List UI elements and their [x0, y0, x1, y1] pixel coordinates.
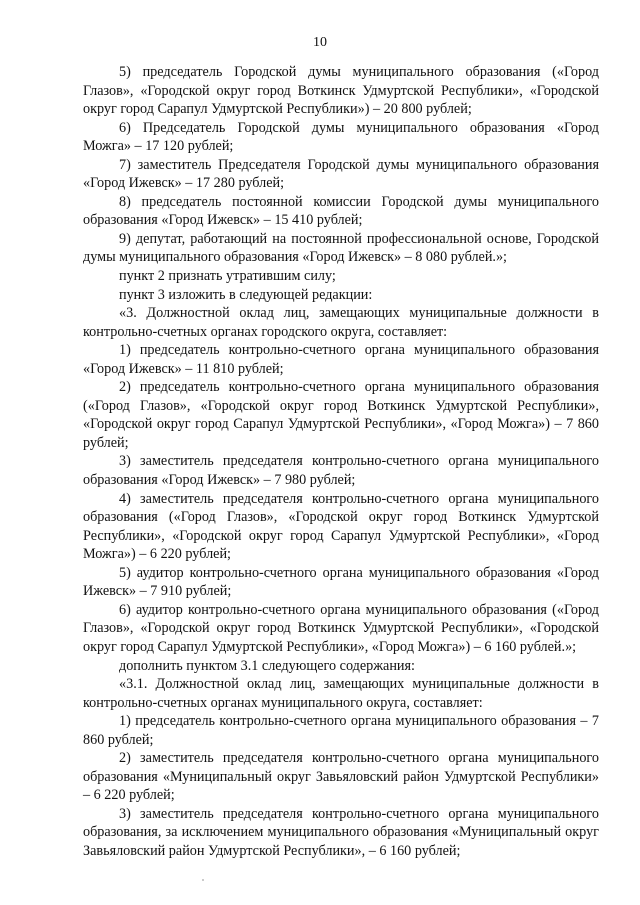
paragraph-p3-item-3: 3) заместитель председателя контрольно-счетного органа муниципального образования «Город Ижевск» – 7 980 рублей; — [83, 453, 599, 489]
paragraph-p31-item-1: 1) председатель контрольно-счетного органа муниципального образования – 7 860 рублей; — [83, 713, 599, 748]
paragraph-p3-item-2: 2) председатель контрольно-счетного органа муниципального образования («Город Глазов», «Городской округ город Воткинск Удмуртской Республики», «Городской округ город Сарапул Удмуртской Республики», «Город Можга») – 7 860 рублей; — [83, 379, 599, 451]
paragraph-item-5-chair-city-duma: 5) председатель Городской думы муниципального образования («Город Глазов», «Городской округ город Воткинск Удмуртской Республики», «Городской округ город Сарапул Удмуртской Республики») – 20 800 рублей; — [83, 64, 599, 118]
scan-speck — [202, 879, 204, 881]
paragraph-item-7-deputy-chair-izhevsk-duma: 7) заместитель Председателя Городской думы муниципального образования «Город Ижевск» – 17 280 рублей; — [83, 156, 599, 192]
paragraph-p3-item-6: 6) аудитор контрольно-счетного органа муниципального образования («Город Глазов», «Городской округ город Воткинск Удмуртской Республики», «Городской округ город Сарапул Удмуртской Республики», «Город Можга») – 6 160 рублей.»; — [83, 601, 599, 655]
paragraph-point-3-1-intro: дополнить пунктом 3.1 следующего содержания: — [119, 657, 415, 674]
paragraph-item-6-chair-mozhga-duma: 6) Председатель Городской думы муниципального образования «Город Можга» – 17 120 рублей; — [83, 119, 599, 155]
paragraph-item-9-deputy: 9) депутат, работающий на постоянной профессиональной основе, Городской думы муниципального образования «Город Ижевск» – 8 080 рублей.»; — [83, 230, 599, 266]
paragraph-p31-item-3: 3) заместитель председателя контрольно-счетного органа муниципального образования, за исключением муниципального образования «Муниципальный округ Завьяловский район Удмуртской Республики», – 6 160 рублей; — [83, 805, 599, 859]
paragraph-p3-item-5: 5) аудитор контрольно-счетного органа муниципального образования «Город Ижевск» – 7 910 рублей; — [83, 564, 599, 600]
paragraph-p31-item-2: 2) заместитель председателя контрольно-счетного органа муниципального образования «Муниципальный округ Завьяловский район Удмуртской Республики» – 6 220 рублей; — [83, 750, 599, 804]
page-number: 10 — [313, 35, 327, 50]
paragraph-point-3-heading: «3. Должностной оклад лиц, замещающих муниципальные должности в контрольно-счетных органах городского округа, составляет: — [83, 305, 599, 340]
paragraph-item-8-commission-chair: 8) председатель постоянной комиссии Городской думы муниципального образования «Город Ижевск» – 15 410 рублей; — [83, 193, 599, 229]
paragraph-p3-item-1: 1) председатель контрольно-счетного органа муниципального образования «Город Ижевск» – 11 810 рублей; — [83, 342, 599, 377]
paragraph-point-2-repeal: пункт 2 признать утратившим силу; — [119, 268, 336, 285]
paragraph-point-3-1-heading: «3.1. Должностной оклад лиц, замещающих муниципальные должности в контрольно-счетных органах муниципального округа, составляет: — [83, 676, 599, 711]
paragraph-point-3-intro: пункт 3 изложить в следующей редакции: — [119, 286, 373, 303]
document-body — [83, 63, 599, 861]
paragraph-p3-item-4: 4) заместитель председателя контрольно-счетного органа муниципального образования («Город Глазов», «Городской округ город Воткинск Удмуртской Республики», «Городской округ город Сарапул Удмуртской Республики», «Город Можга») – 6 220 рублей; — [83, 490, 599, 563]
